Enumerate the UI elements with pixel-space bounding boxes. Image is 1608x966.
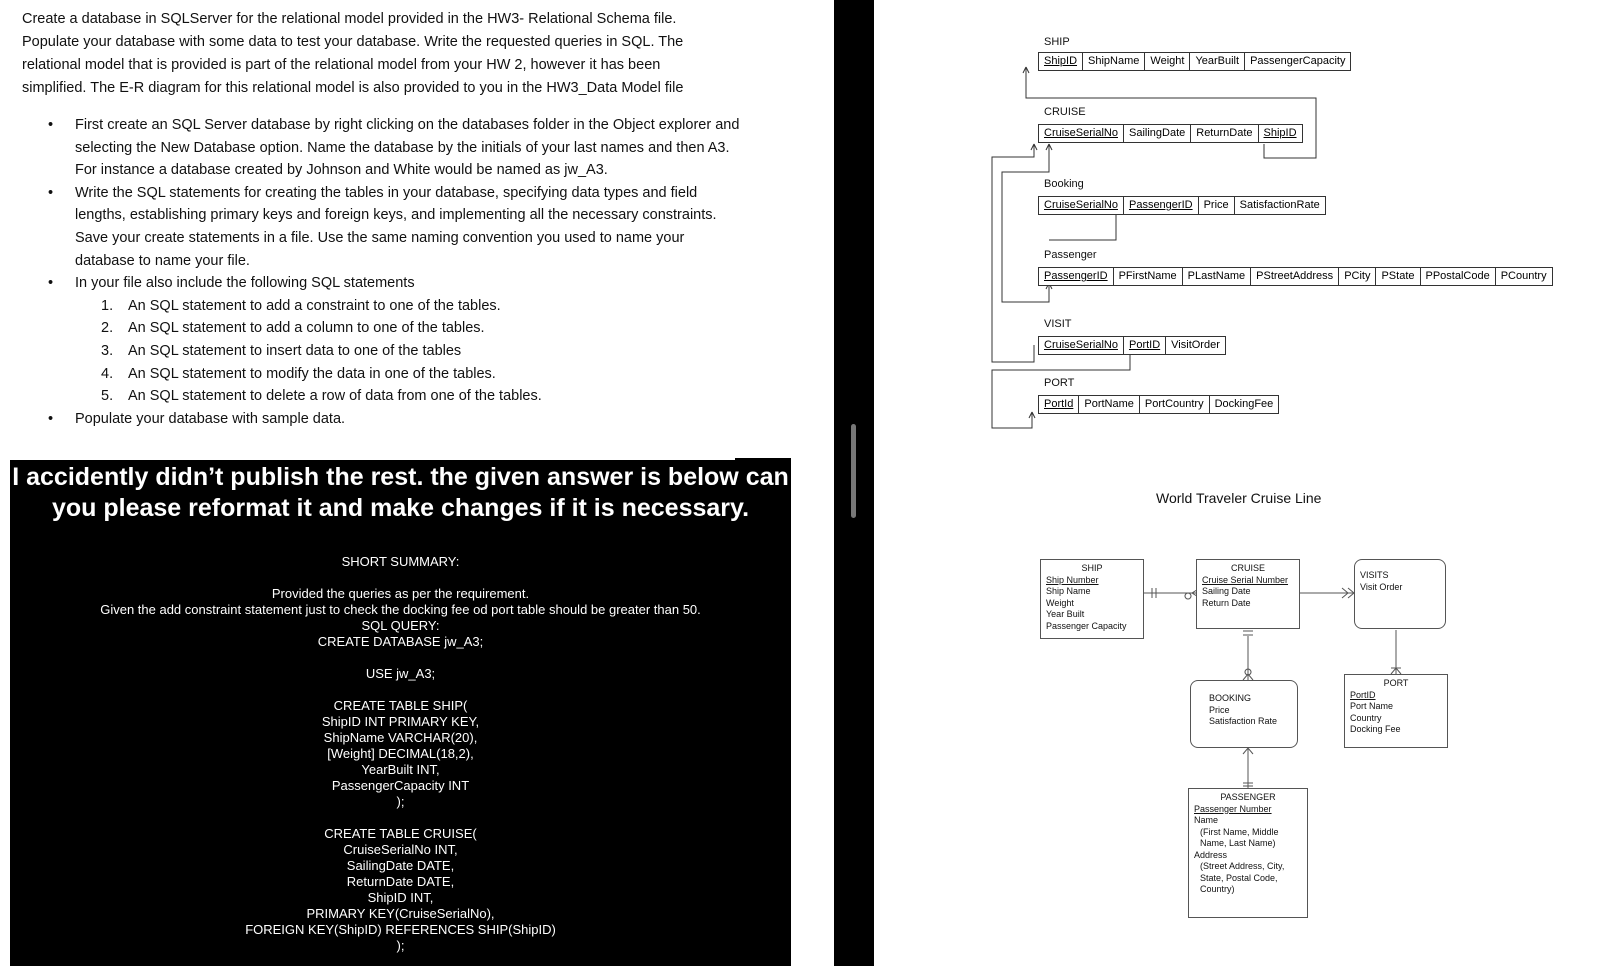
question-intro: Create a database in SQLServer for the relational model provided in the HW3- Relational Schema file. Populate your database with some data to test your database. Write the requested queries in SQL. The relational model that is provided is part of the relational model from your HW 2, however it has been simplified. The E-R diagram for this relational model is also provided to you in the HW3_Data Model file <box>22 11 684 96</box>
list-item: 4. An SQL statement to modify the data in one of the tables. <box>101 365 496 382</box>
schema-visit-label: VISIT <box>1044 318 1072 330</box>
list-item: • Write the SQL statements for creating the tables in your database, specifying data types and field lengths, establishing primary keys and foreign keys, and implementing all the necessary constraints. Save your create statements in a file. Use the same naming convention you used to name your database to name your file. <box>22 182 742 272</box>
er-entity-port: PORT PortID Port Name Country Docking Fee <box>1344 674 1448 748</box>
schema-passenger-label: Passenger <box>1044 249 1097 261</box>
schema-passenger-table: PassengerID PFirstName PLastName PStreetAddress PCity PState PPostalCode PCountry <box>1038 267 1553 286</box>
scrollbar-thumb[interactable] <box>851 424 856 518</box>
er-entity-visits: VISITS Visit Order <box>1354 559 1446 629</box>
list-item: • First create an SQL Server database by right clicking on the databases folder in the Object explorer and selecting the New Database option. Name the database by the initials of your last names and then A3. For instance a database created by Johnson and White would be named as jw_A3. <box>22 114 742 182</box>
er-entity-ship: SHIP Ship Number Ship Name Weight Year Built Passenger Capacity <box>1040 559 1144 639</box>
list-item: 2. An SQL statement to add a column to one of the tables. <box>101 320 485 337</box>
schema-booking-table: CruiseSerialNo PassengerID Price SatisfactionRate <box>1038 196 1326 215</box>
panel-notch <box>10 448 735 460</box>
schema-booking-label: Booking <box>1044 178 1084 190</box>
answer-title: I accidently didn’t publish the rest. the given answer is below can you please reformat it and make changes if it is necessary. <box>12 463 789 522</box>
er-diagram-title: World Traveler Cruise Line <box>1156 490 1322 506</box>
er-entity-cruise: CRUISE Cruise Serial Number Sailing Date Return Date <box>1196 559 1300 629</box>
schema-cruise-label: CRUISE <box>1044 106 1086 118</box>
schema-port-table: PortId PortName PortCountry DockingFee <box>1038 395 1279 414</box>
list-item: 1. An SQL statement to add a constraint to one of the tables. <box>101 297 501 314</box>
schema-port-label: PORT <box>1044 377 1075 389</box>
list-item: • Populate your database with sample data. <box>22 408 742 431</box>
bullet-icon: • <box>48 184 54 201</box>
bullet-icon: • <box>48 117 54 133</box>
schema-visit-table: CruiseSerialNo PortID VisitOrder <box>1038 336 1226 355</box>
answer-body: SHORT SUMMARY: Provided the queries as per the requirement. Given the add constraint statement just to check the docking fee od port table should be greater than 50. SQL QUERY: CREATE DATABASE jw_A3; USE jw_A3; CREATE TABLE SHIP( ShipID INT PRIMARY KEY, ShipName VARCHAR(20), [Weight] DECIMAL(18,2), YearBuilt INT, PassengerCapacity INT ); CREATE TABLE CRUISE( CruiseSerialNo INT, SailingDate DATE, ReturnDate DATE, ShipID INT, PRIMARY KEY(CruiseSerialNo), FOREIGN KEY(ShipID) REFERENCES SHIP(ShipID) ); <box>100 554 701 953</box>
list-item: 5. An SQL statement to delete a row of data from one of the tables. <box>101 388 542 405</box>
er-entity-passenger: PASSENGER Passenger Number Name (First Name, Middle Name, Last Name) Address (Street Address, City, State, Postal Code, Country) <box>1188 788 1308 918</box>
list-item: 3. An SQL statement to insert data to one of the tables <box>101 342 462 359</box>
list-item: • In your file also include the following SQL statements 1. An SQL statement to add a constraint to one of the tables. 2. An SQL statement to add a column to one of the tables. 3. An SQL statement to insert data to one of the tables 4. An SQL statement to modify the data in one of the tables. 5. An SQL statement to delete a row of data from one of the tables. <box>22 272 742 408</box>
sub-requirements-list <box>75 295 742 408</box>
schema-cruise-table: CruiseSerialNo SailingDate ReturnDate ShipID <box>1038 124 1303 143</box>
bullet-icon: • <box>48 410 54 427</box>
schema-ship-table: ShipID ShipName Weight YearBuilt PassengerCapacity <box>1038 52 1351 71</box>
requirements-list <box>22 114 742 430</box>
schema-ship-label: SHIP <box>1044 36 1070 48</box>
bullet-icon: • <box>48 275 54 292</box>
answer-panel <box>10 458 791 966</box>
diagram-pane <box>874 0 1608 966</box>
er-entity-booking: BOOKING Price Satisfaction Rate <box>1190 680 1298 748</box>
